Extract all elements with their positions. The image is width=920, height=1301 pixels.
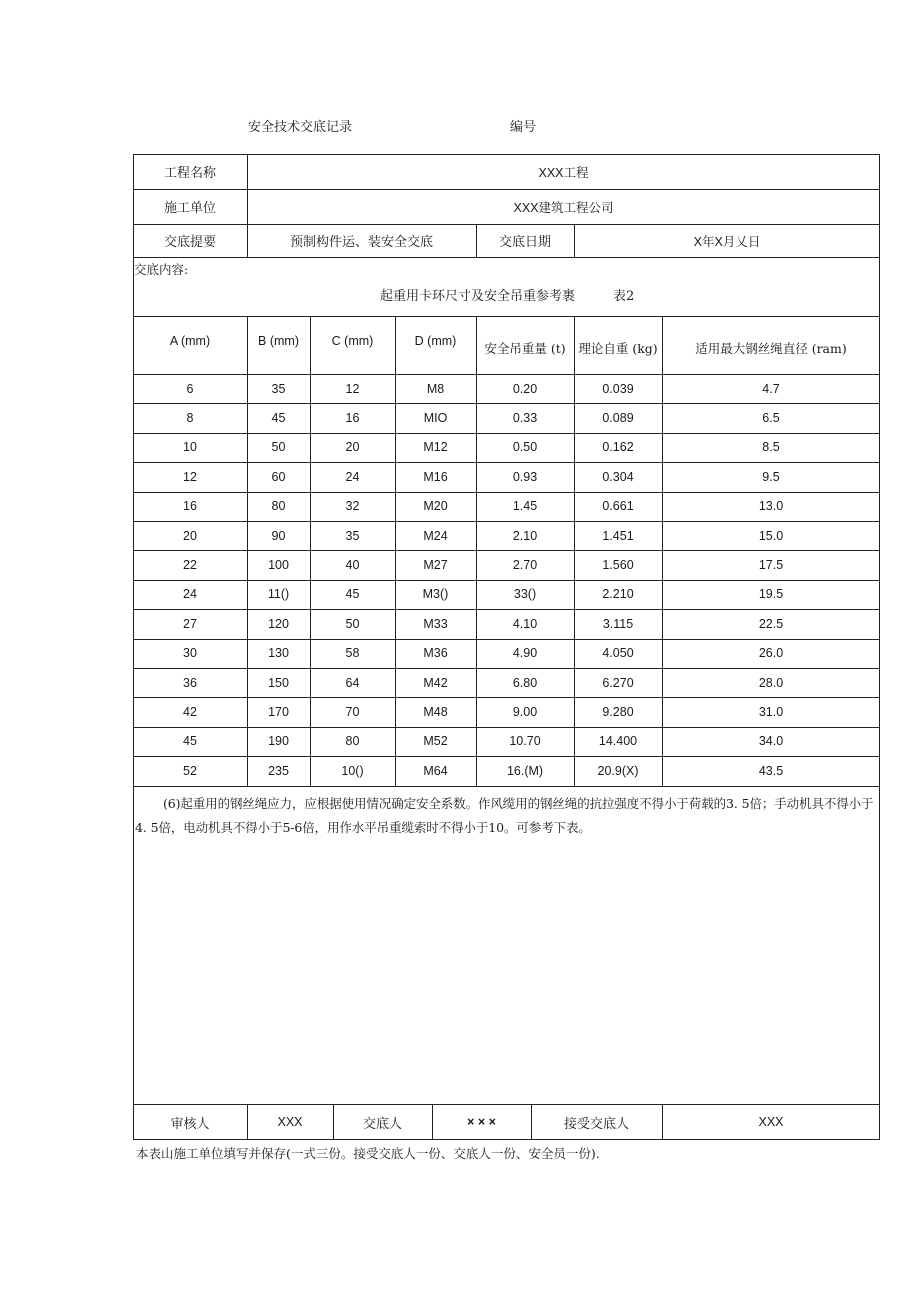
table-cell: 40 <box>345 558 360 573</box>
table-cell: 17.5 <box>758 558 784 573</box>
table-cell: 3.115 <box>602 616 634 631</box>
table-cell: 20 <box>345 440 360 455</box>
table-header-cell: 理论自重 (kg) <box>578 341 658 356</box>
project-name-value: XXX工程 <box>538 165 589 180</box>
table-cell: 170 <box>268 705 289 720</box>
table-cell: 36 <box>183 675 197 690</box>
table-cell: 24 <box>183 587 197 602</box>
table-cell: 6.5 <box>762 411 780 426</box>
table-cell: 22.5 <box>758 616 784 631</box>
table-cell: 2.210 <box>602 587 634 602</box>
table-cell: 13.0 <box>758 499 784 514</box>
table-cell: 80 <box>345 734 360 749</box>
table-cell: 15.0 <box>758 528 784 543</box>
table-cell: M8 <box>426 381 445 396</box>
footer-note: 本表山施工单位填写并保存(一式三份。接受交底人一份、交底人一份、安全员一份). <box>136 1146 600 1161</box>
table-cell: M36 <box>423 646 448 661</box>
table-cell: 42 <box>183 705 197 720</box>
table-cell: 27 <box>183 616 197 631</box>
table-cell: MIO <box>423 411 448 426</box>
table-cell: 16 <box>183 499 197 514</box>
table-cell: 0.162 <box>602 440 634 455</box>
table-cell: 43.5 <box>758 763 784 778</box>
table-caption: 起重用卡环尺寸及安全吊重参考裹 <box>380 289 576 304</box>
project-name-label: 工程名称 <box>163 166 216 181</box>
table-cell: 190 <box>268 734 289 749</box>
receiver-value: XXX <box>758 1115 784 1129</box>
reviewer-label: 审核人 <box>170 1116 210 1132</box>
table-cell: 31.0 <box>758 705 784 720</box>
table-cell: 8 <box>186 411 194 426</box>
table-cell: 0.661 <box>602 499 634 514</box>
table-cell: 35 <box>271 381 286 396</box>
table-cell: M16 <box>423 469 448 484</box>
table-cell: 12 <box>183 469 197 484</box>
table-cell: 4.7 <box>762 381 780 396</box>
table-cell: 8.5 <box>762 440 780 455</box>
table-cell: M42 <box>423 675 448 690</box>
table-header-cell: 适用最大钢丝绳直径 (ram) <box>695 341 847 356</box>
table-cell: 45 <box>183 734 197 749</box>
receiver-label: 接受交底人 <box>563 1116 629 1132</box>
table-cell: M64 <box>423 763 448 778</box>
table-cell: 10 <box>183 440 197 455</box>
table-number: 表2 <box>613 289 635 304</box>
table-cell: 0.33 <box>512 411 538 426</box>
serial-number-label: 编号 <box>510 120 537 135</box>
date-value: X年X月乂日 <box>693 234 761 249</box>
table-cell: 2.70 <box>512 558 538 573</box>
table-cell: M48 <box>423 705 448 720</box>
table-cell: 20.9(X) <box>597 763 639 778</box>
wire-rope-paragraph: (6)起重用的钢丝绳应力，应根据使用情况确定安全系数。作风缆用的钢丝绳的抗拉强度不得小于荷载的3. 5倍；手动机具不得小于4. 5倍，电动机具不得小于5-6倍，用作水平吊重缆索时不得小于10。可参考下表。 <box>135 796 874 835</box>
table-cell: 4.10 <box>512 616 538 631</box>
table-cell: 20 <box>183 528 197 543</box>
table-cell: 10.70 <box>509 734 541 749</box>
table-cell: 6 <box>186 381 194 396</box>
table-cell: 26.0 <box>758 646 784 661</box>
table-cell: M33 <box>423 616 448 631</box>
table-cell: 120 <box>268 616 289 631</box>
table-cell: 6.80 <box>512 675 538 690</box>
table-cell: 0.20 <box>512 381 538 396</box>
table-cell: 1.45 <box>512 499 538 514</box>
date-label: 交底日期 <box>498 235 551 250</box>
table-header-cell: B (mm) <box>258 334 299 348</box>
table-header-cell: 安全吊重量 (t) <box>484 341 566 356</box>
summary-label: 交底提要 <box>163 235 216 250</box>
table-cell: 100 <box>268 558 289 573</box>
contractor-value: XXX建筑工程公司 <box>513 200 614 215</box>
table-cell: 6.270 <box>602 675 634 690</box>
table-cell: 32 <box>345 499 360 514</box>
table-cell: 58 <box>345 646 360 661</box>
table-cell: 1.451 <box>602 528 634 543</box>
table-header-cell: A (mm) <box>169 334 211 348</box>
table-cell: 130 <box>268 646 289 661</box>
table-cell: 0.50 <box>512 440 538 455</box>
table-cell: 33() <box>513 587 537 602</box>
summary-value: 预制构件运、装安全交底 <box>289 235 433 250</box>
table-cell: 4.050 <box>602 646 634 661</box>
table-header-cell: C (mm) <box>331 334 374 348</box>
table-cell: 0.304 <box>602 469 634 484</box>
table-cell: 80 <box>271 499 286 514</box>
table-cell: 150 <box>268 675 289 690</box>
discloser-label: 交底人 <box>362 1116 402 1132</box>
table-cell: M52 <box>423 734 448 749</box>
table-cell: 16.(M) <box>506 763 544 778</box>
table-cell: 235 <box>268 763 289 778</box>
table-cell: 0.089 <box>602 411 634 426</box>
table-cell: 14.400 <box>598 734 638 749</box>
contractor-label: 施工单位 <box>163 201 216 216</box>
table-header-cell: D (mm) <box>414 334 457 348</box>
table-cell: 24 <box>345 469 360 484</box>
table-cell: 1.560 <box>602 558 634 573</box>
table-cell: 16 <box>345 411 360 426</box>
table-cell: 0.039 <box>602 381 634 396</box>
table-cell: 22 <box>183 558 197 573</box>
table-cell: 4.90 <box>512 646 538 661</box>
table-cell: 9.5 <box>762 469 780 484</box>
discloser-value: × × × <box>467 1115 496 1129</box>
table-cell: 52 <box>183 763 197 778</box>
table-cell: 10() <box>341 763 364 778</box>
reviewer-value: XXX <box>277 1115 303 1129</box>
table-cell: 11() <box>267 587 290 602</box>
table-cell: 30 <box>183 646 197 661</box>
table-cell: 2.10 <box>512 528 538 543</box>
table-cell: M27 <box>423 558 448 573</box>
table-cell: M12 <box>423 440 448 455</box>
table-cell: 45 <box>271 411 286 426</box>
table-cell: 64 <box>345 675 360 690</box>
table-cell: 35 <box>345 528 360 543</box>
table-cell: 28.0 <box>758 675 784 690</box>
table-cell: 45 <box>345 587 360 602</box>
table-cell: 34.0 <box>758 734 784 749</box>
table-cell: 0.93 <box>512 469 538 484</box>
table-cell: 19.5 <box>758 587 784 602</box>
form-divider <box>133 257 880 258</box>
table-cell: 90 <box>271 528 286 543</box>
table-cell: M3() <box>422 587 449 602</box>
table-cell: 9.280 <box>602 705 634 720</box>
table-cell: M24 <box>423 528 448 543</box>
table-divider <box>133 786 880 787</box>
content-label: 交底内容: <box>134 262 189 277</box>
table-cell: 12 <box>345 381 360 396</box>
form-title: 安全技术交底记录 <box>248 120 353 135</box>
table-cell: 9.00 <box>512 705 538 720</box>
table-cell: 60 <box>271 469 286 484</box>
table-cell: M20 <box>423 499 448 514</box>
table-cell: 50 <box>271 440 286 455</box>
table-cell: 50 <box>345 616 360 631</box>
table-cell: 70 <box>345 705 360 720</box>
